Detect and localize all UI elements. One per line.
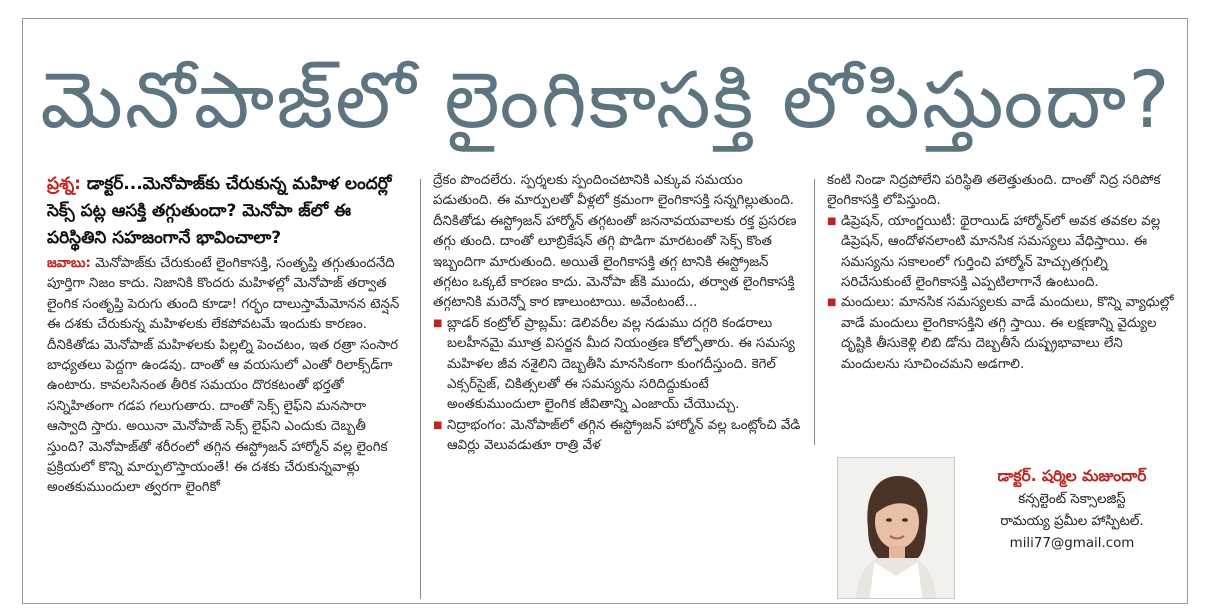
article-frame: [22, 18, 1188, 604]
answer-label: జవాబు:: [47, 256, 91, 271]
column-divider-2: [814, 179, 815, 445]
column-3: [827, 171, 1179, 441]
doctor-info: [965, 463, 1179, 555]
bullet-mark: ■: [827, 215, 837, 227]
bullet-medicines: [827, 293, 1179, 375]
bullet-sleep: [433, 416, 801, 457]
doctor-hospital: రామయ్య ప్రమీల హాస్పిటల్.: [1000, 514, 1144, 529]
doctor-card: [831, 453, 1181, 603]
doctor-photo: [837, 457, 955, 599]
answer-col1-text: మెనోపాజ్‌కు చేరుకుంటే లైంగికాసక్తి, సంతృప్తి తగ్గుతుందనేది పూర్తిగా నిజం కాదు. నిజానికి కొందరు మహిళల్లో మెనోపాజ్ తర్వాత లైంగిక సంతృప్తి పెరుగు తుంది కూడా! గర్భం దాలుస్తామేమోనన టెన్షన్ ఈ దశకు చేరుకున్న మహిళలకు లేకపోవటమే ఇందుకు కారణం. దీనికితోడు మెనోపాజ్ మహిళలకు పిల్లల్ని పెంచటం, ఇత రత్రా సంసార బాధ్యతలు పెద్దగా ఉండవు. దాంతో ఆ వయసులో ఎంతో రిలాక్స్‌డ్‌గా ఉంటారు. కావలసినంత తీరిక సమయం దొరకటంతో భర్తతో సన్నిహితంగా గడప గలుగుతారు. దాంతో సెక్స్ లైఫ్‌ని మనసారా ఆస్వాది స్తారు. అయినా మెనోపాజ్ సెక్స్ లైఫ్‌ని ఎందుకు దెబ్బతీ స్తుంది? మెనోపాజ్‌తో శరీరంలో తగ్గిన ఈస్ట్రోజన్ హార్మోన్ వల్ల లైంగిక ప్రక్రియలో కొన్ని మార్పులొస్తాయంతే! ఈ దశకు చేరుకున్నవాళ్లు అంతకుముందులా త్వరగా లైంగికో: [47, 256, 400, 496]
bullet-mark: ■: [433, 317, 443, 329]
headline: మెనోపాజ్‌లో లైంగికాసక్తి లోపిస్తుందా?: [40, 56, 1172, 146]
bullet-text: బ్లాడర్ కంట్రోల్ ప్రాబ్లమ్: డెలివరీల వల్ల నడుము దగ్గరి కండరాలు బలహీనమై మూత్ర విసర్జన మీద నియంత్రణ కోల్పోతారు. ఈ సమస్య మహిళల జీవ నశైలిని దెబ్బతీసి మానసికంగా కుంగదీస్తుంది. కెగెల్ ఎక్సర్‌సైజ్, చికిత్సలతో ఈ సమస్యను సరిదిద్దుకుంటే అంతకుముందులా లైంగిక జీవితాన్ని ఎంజాయ్ చేయొచ్చు.: [447, 315, 795, 413]
column-1: [47, 171, 407, 601]
bullet-bladder-control: [433, 314, 801, 416]
column-2: [433, 171, 801, 601]
column-divider-1: [420, 179, 421, 599]
bullet-text: డిప్రెషన్, యాంగ్జయిటీ: థైరాయిడ్ హార్మోన్‌లో అవక తవకల వల్ల డిప్రెషన్, ఆందోళనలాంటి మానసిక సమస్యలు వేధిస్తాయి. ఈ సమస్యను సకాలంలో గుర్తించి హార్మోన్ హెచ్చుతగ్గుల్ని సరిచేసుకుంటే లైంగికాసక్తి ఎప్పటిలాగానే ఉంటుంది.: [841, 213, 1161, 291]
question-text: డాక్టర్...మెనోపాజ్‌కు చేరుకున్న మహిళ లందర్లో సెక్స్ పట్ల ఆసక్తి తగ్గుతుందా? మెనోపా జ్‌లో ఈ పరిస్థితిని సహజంగానే భావించాలా?: [47, 174, 392, 248]
doctor-email[interactable]: mili77@gmail.com: [1009, 536, 1135, 551]
doctor-portrait-icon: [838, 458, 954, 598]
question-label: ప్రశ్న:: [47, 174, 81, 194]
answer-col3-intro: కంటి నిండా నిద్రపోలేని పరిస్థితి తలెత్తుతుంది. దాంతో నిద్ర సరిపోక లైంగికాసక్తి లోపిస్తుంది.: [827, 173, 1161, 209]
question: [47, 171, 407, 252]
answer-paragraph: [47, 254, 407, 499]
bullet-mark: ■: [433, 419, 443, 431]
bullet-text: నిద్రాభంగం: మెనోపాజ్‌లో తగ్గిన ఈస్ట్రోజన్ హార్మోన్ వల్ల ఒంట్లోంచి వేడి ఆవిర్లు వెలువడుతూ రాత్రి వేళ: [447, 417, 801, 454]
doctor-title: కన్సల్టెంట్ సెక్సాలజిస్ట్: [1018, 492, 1126, 507]
answer-col2-text: ద్రేకం పొందలేరు. స్పర్శలకు స్పందించటానికి ఎక్కువ సమయం పడుతుంది. ఈ మార్పులతో వీళ్లలో క్రమంగా లైంగికాసక్తి సన్నగిల్లుతుంది. దీనికితోడు ఈస్ట్రోజన్ హార్మోన్ తగ్గటంతో జననావయవాలకు రక్త ప్రసరణ తగ్గు తుంది. దాంతో లూబ్రికేషన్ తగ్గి పొడిగా మారటంతో సెక్స్ కొంత ఇబ్బందిగా మారుతుంది. అయితే లైంగికాసక్తి తగ్గ టానికి ఈస్ట్రోజన్ తగ్గటం ఒక్కటే కారణం కాదు. మెనోపా జ్‌కి ముందు, తర్వాత లైంగికాసక్తి తగ్గటానికి మరెన్నో కార ణాలుంటాయి. అవేంటంటే...: [433, 173, 797, 311]
bullet-mark: ■: [827, 297, 837, 309]
bullet-text: మందులు: మానసిక సమస్యలకు వాడే మందులు, కొన్ని వ్యాధుల్లో వాడే మందులు లైంగికాసక్తిని తగ్గి స్తాయి. ఈ లక్షణాన్ని వైద్యుల దృష్టికి తీసుకెళ్లి లిబి డోను దెబ్బతీసే దుష్ప్రభావాలు లేని మందులను సూచించమని అడగాలి.: [841, 295, 1174, 372]
doctor-name: డాక్టర్. షర్మిల మజుందార్: [997, 467, 1147, 485]
bullet-depression: [827, 212, 1179, 294]
